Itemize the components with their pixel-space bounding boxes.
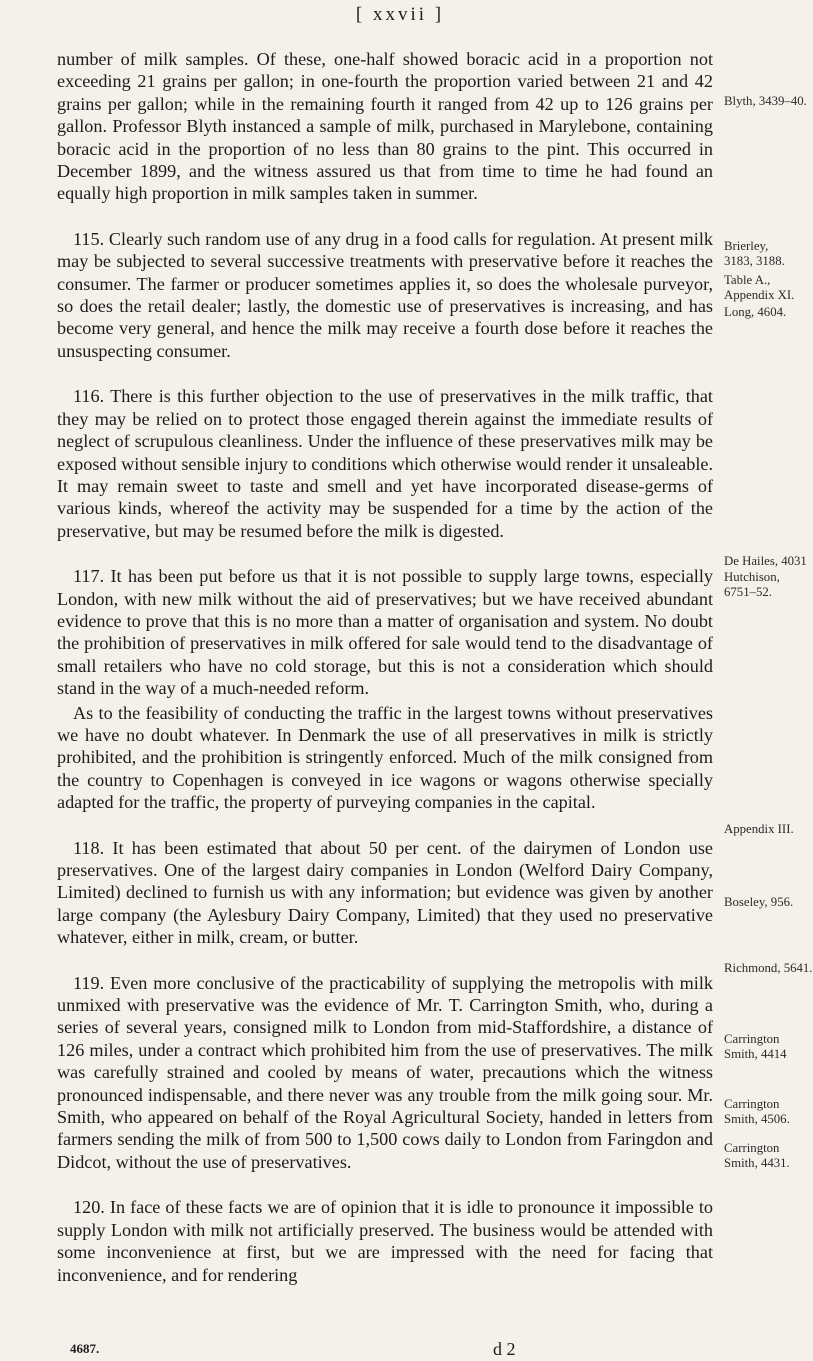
paragraph-120: 120. In face of these facts we are of opinion that it is idle to pronounce it impossible to supply London with milk not artificially preserved. The business would be attended with some inconvenience at first, but we are impressed with the need for facing that inconvenience, and for rendering — [57, 1197, 713, 1285]
page-footer — [57, 1341, 713, 1361]
paragraph-117-continued: As to the feasibility of conducting the traffic in the largest towns without preservatives we have no doubt whatever. In Denmark the use of all preservatives in milk is strictly prohibited, and the prohibition is stringently enforced. Much of the milk consigned from the country to Copenhagen is conveyed in ice wagons or wagons otherwise specially adapted for the traffic, the property of purveying companies in the capital. — [57, 702, 713, 813]
main-text — [57, 48, 713, 1286]
page-number: [ xxvii ] — [355, 4, 445, 25]
paragraph-117: 117. It has been put before us that it is not possible to supply large towns, especially London, with new milk without the aid of preservatives; but we have received abundant evidence to prove that this is no more than a matter of organisation and system. No doubt the prohibition of preservatives in milk offered for sale would tend to the disadvantage of small retailers who have no cold storage, but this is not a consideration which should stand in the way of a much-needed reform. — [57, 566, 713, 699]
paragraph-118: 118. It has been estimated that about 50 per cent. of the dairymen of London use preservatives. One of the largest dairy companies in London (Welford Dairy Company, Limited) declined to furnish us with any information; but evidence was given by another large company (the Aylesbury Dairy Company, Limited) that they used no preservative whatever, either in milk, cream, or butter. — [57, 837, 713, 948]
paragraph-continued: number of milk samples. Of these, one-half showed boracic acid in a proportion not exceeding 21 grains per gallon; in one-fourth the proportion varied between 21 and 42 grains per gallon; while in the remaining fourth it ranged from 42 up to 126 grains per gallon. Professor Blyth instanced a sample of milk, purchased in Marylebone, containing boracic acid in the proportion of no less than 80 grains to the pint. This occurred in December 1899, and the witness assured us that from time to time he had found an equally high proportion in milk samples taken in summer. — [57, 49, 713, 204]
side-note-blyth: Blyth, 3439–40. — [724, 94, 807, 108]
paragraph-116: 116. There is this further objection to the use of preservatives in the milk traffic, that they may be relied on to protect those engaged therein against the immediate results of neglect of scrupulous cleanliness. Under the influence of these preservatives milk may be exposed without sensible injury to conditions which otherwise would render it unsaleable. It may remain sweet to taste and smell and yet have incorporated disease-germs of various kinds, whereof the activity may be suspended for a time by the action of the preservative, but may be resumed before the milk is digested. — [57, 386, 713, 541]
side-note-long: Long, 4604. — [724, 305, 787, 319]
side-note-hutchison: Hutchison, 6751–52. — [724, 570, 780, 599]
side-note-appendix-iii: Appendix III. — [724, 822, 794, 836]
paragraph-119: 119. Even more conclusive of the practicability of supplying the metropolis with milk unmixed with preservative was the evidence of Mr. T. Carrington Smith, who, during a series of several years, consigned milk to London from mid-Staffordshire, a distance of 126 miles, under a contract which prohibited him from the use of preservatives. The milk was carefully strained and cooled by means of water, precautions which the witness pronounced indispensable, and there never was any trouble from the milk going sour. Mr. Smith, who appeared on behalf of the Royal Agricultural Society, handed in letters from farmers sending the milk of from 500 to 1,500 cows daily to London from Faringdon and Didcot, without the use of preservatives. — [57, 972, 713, 1172]
side-note-de-hailes: De Hailes, 4031 — [724, 554, 807, 568]
side-note-table-a: Table A., Appendix XI. — [724, 273, 795, 302]
side-note-boseley: Boseley, 956. — [724, 895, 794, 909]
side-note-carrington-1: Carrington Smith, 4414 — [724, 1032, 787, 1061]
signature-mark: d 2 — [493, 1339, 516, 1359]
side-note-carrington-2: Carrington Smith, 4506. — [724, 1097, 790, 1126]
side-note-richmond: Richmond, 5641. — [724, 961, 813, 975]
side-note-carrington-3: Carrington Smith, 4431. — [724, 1141, 790, 1170]
paragraph-115: 115. Clearly such random use of any drug in a food calls for regulation. At present milk may be subjected to several successive treatments with preservative before it reaches the consumer. The farmer or producer sometimes applies it, so does the wholesale purveyor, so does the retail dealer; lastly, the domestic use of preservatives is increasing, and has become very general, and hence the milk may receive a fourth dose before it reaches the unsuspecting consumer. — [57, 228, 713, 361]
print-code: 4687. — [70, 1341, 100, 1356]
side-note-brierley: Brierley, 3183, 3188. — [724, 239, 785, 268]
